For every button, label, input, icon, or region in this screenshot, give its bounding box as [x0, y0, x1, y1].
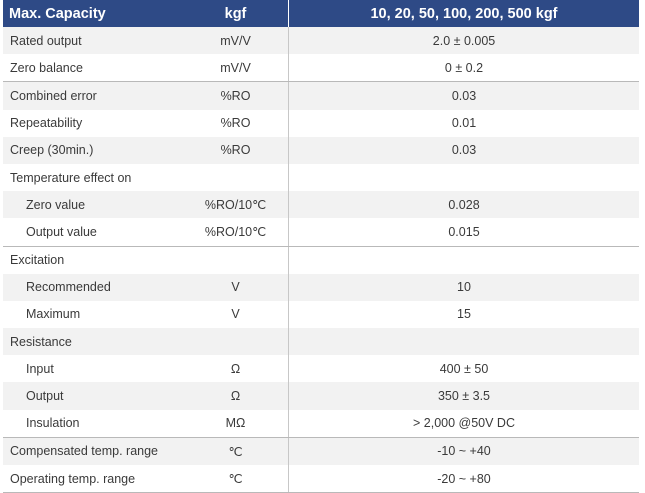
row-unit: mV/V — [183, 27, 289, 54]
row-value: 400 ± 50 — [439, 361, 489, 376]
table-row — [3, 328, 639, 355]
table-row — [3, 246, 639, 274]
row-unit: MΩ — [183, 410, 289, 437]
row-unit: %RO/10℃ — [183, 191, 289, 218]
table-row — [3, 137, 639, 164]
row-unit — [183, 328, 289, 355]
spec-table — [3, 0, 639, 493]
row-label: Zero value — [26, 197, 86, 212]
row-label: Creep (30min.) — [10, 143, 94, 158]
table-row — [3, 355, 639, 382]
row-label: Input — [26, 361, 54, 376]
table-row — [3, 437, 639, 465]
row-value: 0.03 — [451, 88, 477, 103]
row-value: 10 — [457, 280, 471, 295]
row-unit: %RO — [183, 137, 289, 164]
row-unit: ℃ — [183, 465, 289, 492]
row-unit: V — [183, 301, 289, 328]
row-value: 0.015 — [448, 224, 480, 239]
row-label: Compensated temp. range — [10, 444, 159, 459]
table-header-row — [3, 0, 639, 27]
table-row — [3, 301, 639, 328]
table-row — [3, 465, 639, 493]
table-row — [3, 81, 639, 109]
row-unit: Ω — [183, 382, 289, 409]
header-value: 10, 20, 50, 100, 200, 500 kgf — [370, 5, 558, 22]
row-value: 350 ± 3.5 — [437, 389, 491, 404]
row-unit: Ω — [183, 355, 289, 382]
row-value: 0 ± 0.2 — [444, 60, 484, 75]
row-value: 0.03 — [451, 143, 477, 158]
row-unit: mV/V — [183, 54, 289, 81]
row-value: 0.028 — [448, 197, 480, 212]
row-value: -20 ~ +80 — [437, 471, 491, 486]
row-label: Output — [26, 389, 64, 404]
table-row — [3, 110, 639, 137]
row-value: -10 ~ +40 — [437, 444, 491, 459]
row-unit: ℃ — [183, 438, 289, 465]
row-unit — [183, 247, 289, 274]
row-unit: %RO — [183, 110, 289, 137]
table-row — [3, 191, 639, 218]
row-value: 2.0 ± 0.005 — [432, 33, 496, 48]
row-label: Zero balance — [10, 60, 83, 75]
table-row — [3, 382, 639, 409]
table-row — [3, 274, 639, 301]
row-unit — [183, 164, 289, 191]
row-value: 0.01 — [451, 116, 477, 131]
row-value: > 2,000 @50V DC — [413, 416, 515, 431]
row-unit: V — [183, 274, 289, 301]
row-label: Rated output — [10, 33, 82, 48]
row-unit: %RO/10℃ — [183, 218, 289, 245]
row-label: Recommended — [26, 280, 111, 295]
table-row — [3, 410, 639, 437]
row-label: Repeatability — [10, 116, 83, 131]
header-unit: kgf — [183, 0, 289, 27]
row-label: Excitation — [10, 253, 65, 268]
row-label: Temperature effect on — [10, 170, 132, 185]
row-label: Operating temp. range — [10, 471, 136, 486]
header-label: Max. Capacity — [9, 5, 106, 22]
row-label: Resistance — [10, 334, 72, 349]
table-row — [3, 27, 639, 54]
row-unit: %RO — [183, 82, 289, 109]
table-row — [3, 218, 639, 245]
row-label: Output value — [26, 224, 97, 239]
table-row — [3, 54, 639, 81]
row-label: Insulation — [26, 416, 80, 431]
row-label: Combined error — [10, 88, 97, 103]
row-value: 15 — [457, 307, 471, 322]
row-label: Maximum — [26, 307, 81, 322]
table-row — [3, 164, 639, 191]
